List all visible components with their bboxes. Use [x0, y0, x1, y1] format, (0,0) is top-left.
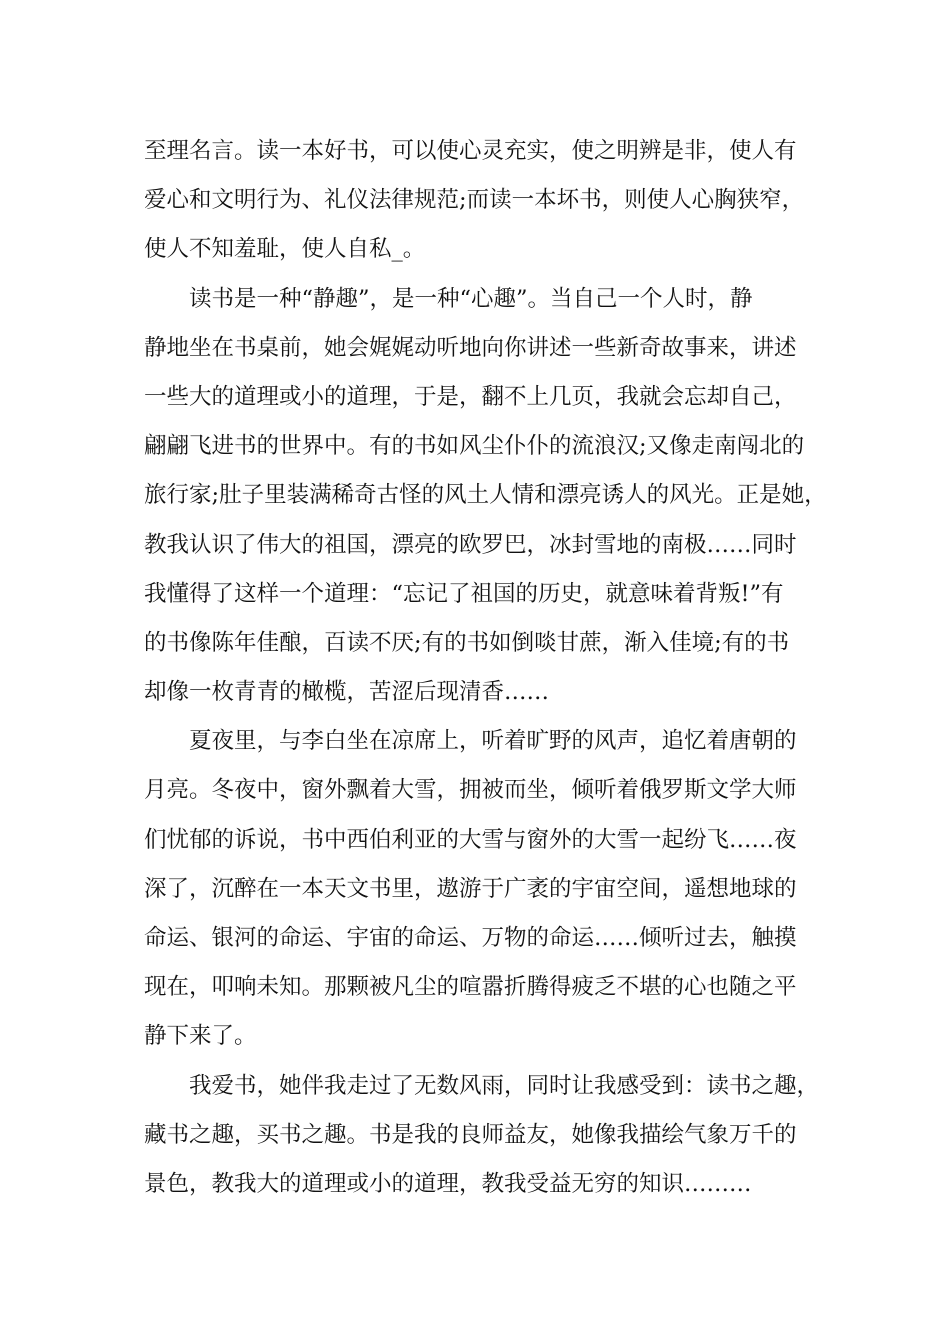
text-line: 月亮。冬夜中，窗外飘着大雪，拥被而坐，倾听着俄罗斯文学大师: [144, 777, 797, 804]
text-line: 的书像陈年佳酿，百读不厌;有的书如倒啖甘蔗，渐入佳境;有的书: [144, 629, 790, 656]
paragraph: [144, 127, 834, 275]
text-line: 读书是一种“静趣”，是一种“心趣”。当自己一个人时，静: [189, 285, 753, 312]
text-line: 静地坐在书桌前，她会娓娓动听地向你讲述一些新奇故事来，讲述: [144, 334, 797, 361]
text-line: 至理名言。读一本好书，可以使心灵充实，使之明辨是非，使人有: [144, 138, 797, 164]
text-line: 我懂得了这样一个道理：“忘记了祖国的历史，就意味着背叛!”有: [144, 580, 784, 607]
text-line: 们忧郁的诉说，书中西伯利亚的大雪与窗外的大雪一起纷飞……夜: [144, 826, 797, 853]
document-body: [144, 127, 834, 1209]
paragraph: [144, 717, 834, 1061]
text-line: 静下来了。: [144, 1023, 257, 1050]
text-line: 教我认识了伟大的祖国，漂亮的欧罗巴，冰封雪地的南极……同时: [144, 531, 797, 558]
text-line: 我爱书，她伴我走过了无数风雨，同时让我感受到：读书之趣，: [189, 1072, 820, 1099]
text-line: 使人不知羞耻，使人自私_。: [144, 236, 426, 263]
text-line: 景色，教我大的道理或小的道理，教我受益无穷的知识………: [144, 1170, 752, 1197]
text-line: 翩翩飞进书的世界中。有的书如风尘仆仆的流浪汉;又像走南闯北的: [144, 433, 805, 460]
text-line: 命运、银河的命运、宇宙的命运、万物的命运……倾听过去，触摸: [144, 925, 797, 951]
text-line: 藏书之趣，买书之趣。书是我的良师益友，她像我描绘气象万千的: [144, 1121, 797, 1148]
text-line: 现在，叩响未知。那颗被凡尘的喧嚣折腾得疲乏不堪的心也随之平: [144, 974, 797, 1001]
text-line: 一些大的道理或小的道理，于是，翻不上几页，我就会忘却自己，: [144, 383, 797, 410]
text-line: 却像一枚青青的橄榄，苦涩后现清香……: [144, 679, 550, 706]
text-line: 深了，沉醉在一本天文书里，遨游于广袤的宇宙空间，遥想地球的: [144, 875, 797, 902]
text-line: 夏夜里，与李白坐在凉席上，听着旷野的风声，追忆着唐朝的: [189, 728, 797, 755]
text-line: 爱心和文明行为、礼仪法律规范;而读一本坏书，则使人心胸狭窄，: [144, 187, 805, 214]
paragraph: [144, 1062, 834, 1210]
text-line: 旅行家;肚子里装满稀奇古怪的风土人情和漂亮诱人的风光。正是她，: [144, 482, 827, 509]
paragraph: [144, 275, 834, 718]
